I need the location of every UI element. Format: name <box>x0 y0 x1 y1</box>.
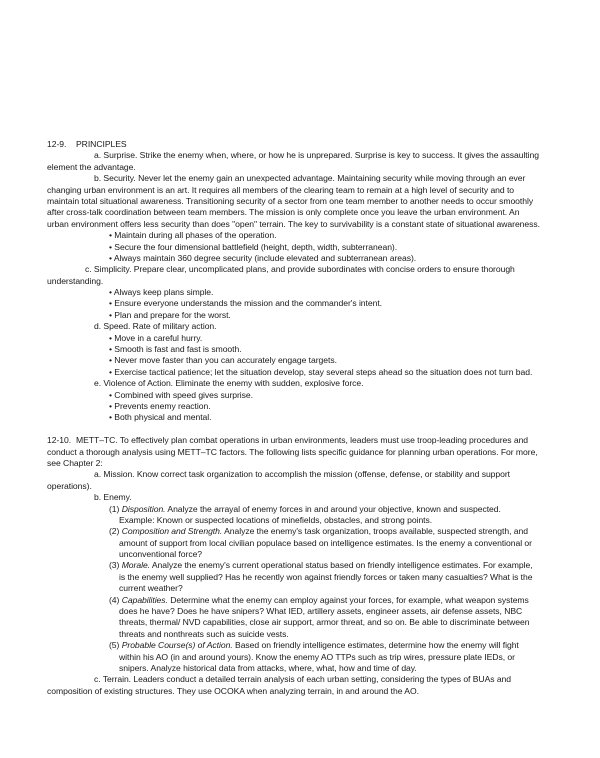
bullet-item: • Prevents enemy reaction. <box>109 400 211 411</box>
principle-simplicity: c. Simplicity. Prepare clear, uncomplicated plans, and provide subordinates with concise orders to ensure thorough <box>85 264 515 275</box>
principle-speed: d. Speed. Rate of military action. <box>94 321 217 332</box>
principle-security-cont: urban environment offers less security than does "open" terrain. The key to survivability is a constant state of situational awareness. <box>47 218 540 229</box>
section-heading-12-9 <box>47 139 557 150</box>
section-title: PRINCIPLES <box>76 139 127 149</box>
item-term: Disposition. <box>121 503 166 514</box>
item-label: (5) <box>109 640 122 651</box>
bullet-item: • Combined with speed gives surprise. <box>109 389 253 400</box>
bullet-item: • Smooth is fast and fast is smooth. <box>109 344 242 355</box>
enemy-item-cont: unconventional force? <box>119 549 203 560</box>
enemy-item-cont: amount of support from local civilian populace based on intelligence estimates. Is the enemy a conventional or <box>119 537 532 548</box>
section-intro-cont: see Chapter 2: <box>47 457 103 468</box>
mett-terrain-cont: composition of existing structures. They use OCOKA when analyzing terrain, in and around the AO. <box>47 685 419 696</box>
enemy-item-morale <box>47 560 557 571</box>
enemy-item-disposition <box>47 504 557 515</box>
bullet-item: • Plan and prepare for the worst. <box>109 309 231 320</box>
principle-security-cont: after cross-talk coordination between team members. The mission is only complete once you leave the urban environment. An <box>47 207 520 218</box>
enemy-item-cont: within his AO (in and around yours). Know the enemy AO TTPs such as trip wires, pressure plate IEDs, or <box>119 651 515 662</box>
enemy-item-cont: snipers. Analyze historical data from attacks, where, what, how and time of day. <box>119 662 417 673</box>
item-term: Composition and Strength. <box>121 526 223 537</box>
principle-security-cont: maintain total situational awareness. Transitioning security of a sector from one team member to another needs to occur smoothly <box>47 195 534 206</box>
section-heading-12-10 <box>47 435 557 446</box>
enemy-item-cont: does he have? Does he have snipers? What IED, artillery assets, engineer assets, air defense assets, NBC <box>119 606 523 617</box>
enemy-item-probable-coa <box>47 640 557 651</box>
section-intro: METT–TC. To effectively plan combat operations in urban environments, leaders must use troop-leading procedures and <box>76 435 529 446</box>
mett-mission-cont: operations). <box>47 480 92 491</box>
section-number: 12-9. <box>47 139 67 149</box>
bullet-item: • Maintain during all phases of the operation. <box>109 230 277 241</box>
bullet-item: • Exercise tactical patience; let the situation develop, stay several steps ahead so the situation does not turn bad. <box>109 366 533 377</box>
enemy-item-composition <box>47 526 557 537</box>
principle-violence-of-action: e. Violence of Action. Eliminate the enemy with sudden, explosive force. <box>94 378 364 389</box>
item-text: Analyze the enemy's task organization, troops available, suspected strength, and <box>222 526 528 537</box>
principle-security-cont: changing urban environment is an art. It requires all members of the clearing team to remain at a high level of security and to <box>47 184 515 195</box>
bullet-item: • Always keep plans simple. <box>109 287 214 298</box>
item-label: (3) <box>109 560 122 571</box>
mett-terrain: c. Terrain. Leaders conduct a detailed terrain analysis of each urban setting, considering the types of BUAs and <box>94 674 512 685</box>
item-label: (2) <box>109 526 122 537</box>
item-text: Determine what the enemy can employ against your forces, for example, what weapon systems <box>167 594 529 605</box>
paragraph-gap <box>47 424 557 435</box>
mett-mission: a. Mission. Know correct task organization to accomplish the mission (offense, defense, or stability and support <box>94 469 511 480</box>
enemy-item-cont: threats and nonthreats such as suicide vests. <box>119 628 289 639</box>
principle-surprise-cont: element the advantage. <box>47 161 136 172</box>
bullet-item: • Never move faster than you can accurately engage targets. <box>109 355 337 366</box>
item-text: Analyze the enemy's current operational status based on friendly intelligence estimates. For example, <box>150 560 533 571</box>
bullet-item: • Ensure everyone understands the mission and the commander's intent. <box>109 298 383 309</box>
item-term: Morale. <box>121 560 151 571</box>
document-page <box>47 139 557 697</box>
bullet-item: • Always maintain 360 degree security (include elevated and subterranean areas). <box>109 252 417 263</box>
item-text: Analyze the arrayal of enemy forces in and around your objective, known and suspected. <box>165 503 501 514</box>
enemy-item-capabilities <box>47 595 557 606</box>
enemy-item-cont: Example: Known or suspected locations of minefields, obstacles, and strong points. <box>119 514 433 525</box>
item-term: Probable Course(s) of Action. <box>121 640 233 651</box>
principle-security: b. Security. Never let the enemy gain an unexpected advantage. Maintaining security while moving through an ever <box>94 173 526 184</box>
section-number: 12-10. <box>47 435 72 446</box>
bullet-item: • Both physical and mental. <box>109 412 212 423</box>
enemy-item-cont: current weather? <box>119 583 183 594</box>
section-intro-cont: conduct a thorough analysis using METT–TC factors. The following lists specific guidance for planning urban operations. For more, <box>47 446 538 457</box>
item-term: Capabilities. <box>121 594 168 605</box>
enemy-item-cont: is the enemy well supplied? Has he recently won against friendly forces or taken many casualties? What is the <box>119 571 533 582</box>
enemy-item-cont: threats, thermal/ NVD capabilities, close air support, armor threat, and so on. Be able to discriminate between <box>119 617 530 628</box>
bullet-item: • Move in a careful hurry. <box>109 332 203 343</box>
mett-enemy: b. Enemy. <box>94 492 132 503</box>
item-label: (1) <box>109 503 122 514</box>
item-text: Based on friendly intelligence estimates, determine how the enemy will fight <box>232 640 519 651</box>
item-label: (4) <box>109 594 122 605</box>
principle-simplicity-cont: understanding. <box>47 275 104 286</box>
principle-surprise: a. Surprise. Strike the enemy when, where, or how he is unprepared. Surprise is key to success. It gives the assaulting <box>94 150 539 161</box>
bullet-item: • Secure the four dimensional battlefield (height, depth, width, subterranean). <box>109 241 398 252</box>
